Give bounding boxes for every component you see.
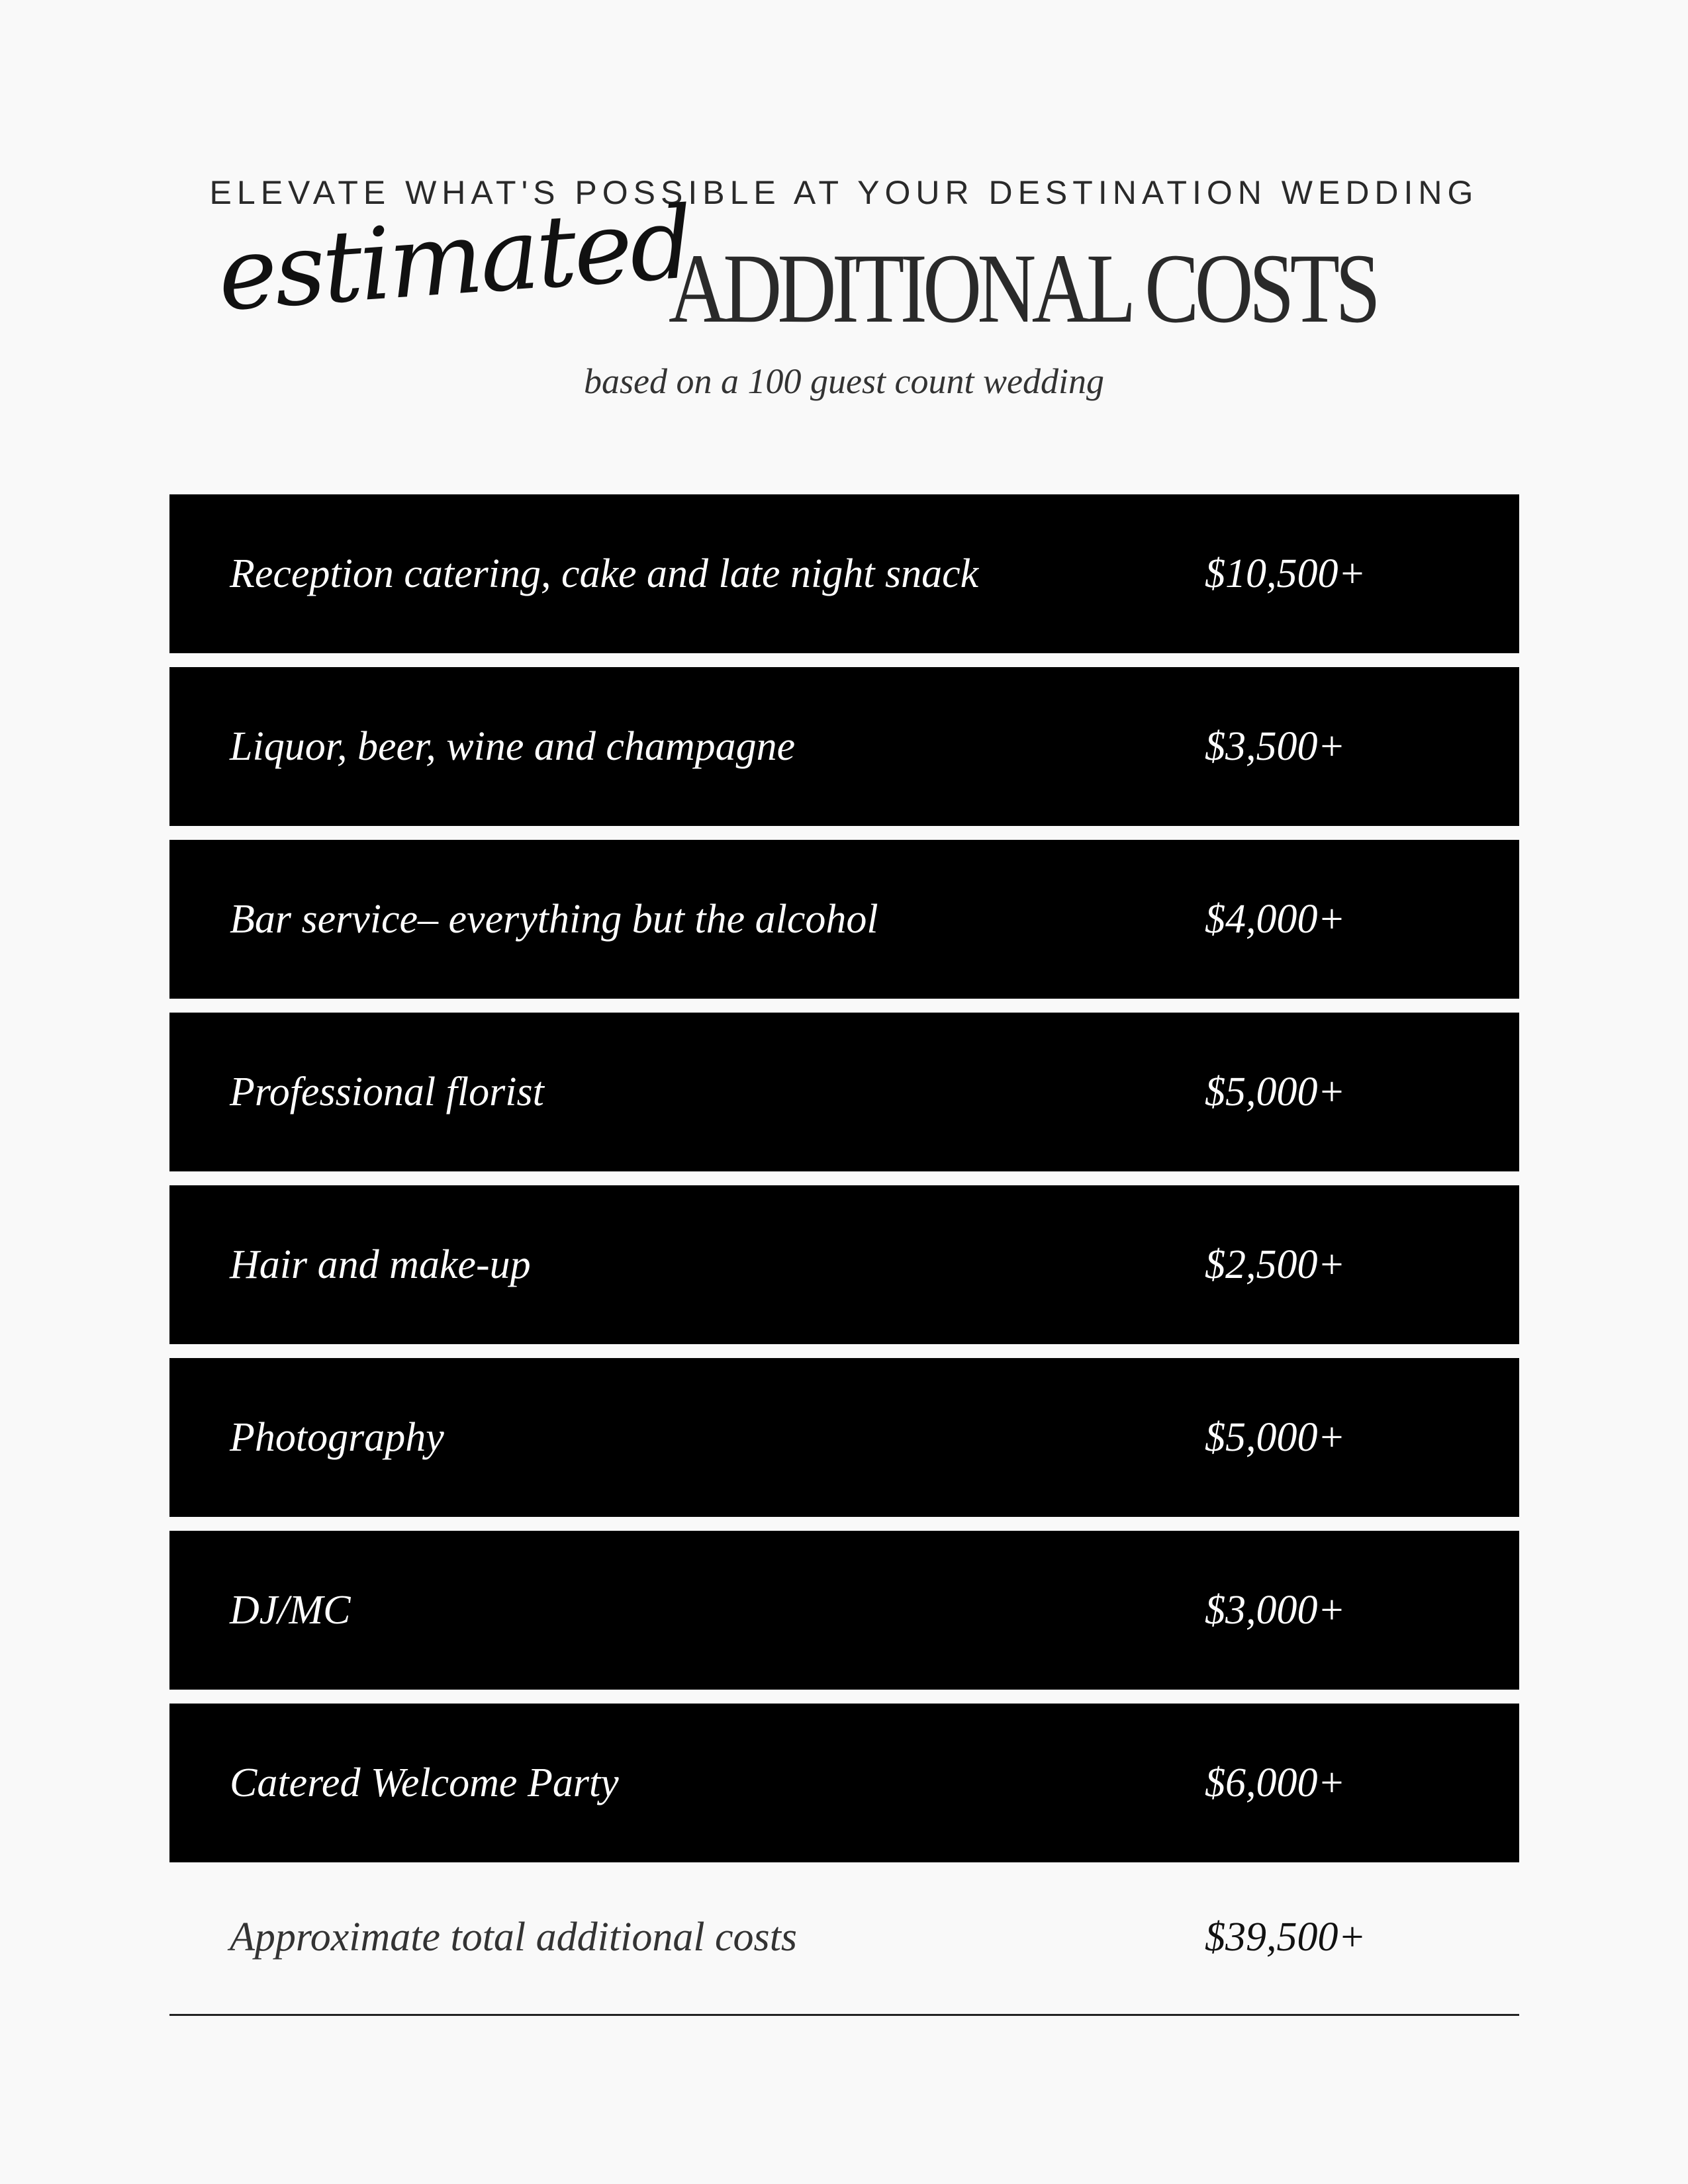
cost-row bbox=[169, 840, 1519, 999]
cost-row bbox=[169, 667, 1519, 826]
cost-label: Professional florist bbox=[230, 1069, 544, 1115]
total-label: Approximate total additional costs bbox=[230, 1915, 798, 1960]
cost-label: Catered Welcome Party bbox=[230, 1760, 619, 1805]
cost-label: Bar service– everything but the alcohol bbox=[230, 897, 878, 942]
cost-label: DJ/MC bbox=[230, 1588, 351, 1633]
total-value: $39,500+ bbox=[1205, 1915, 1366, 1960]
eyebrow-heading: ELEVATE WHAT'S POSSIBLE AT YOUR DESTINATION WEDDING bbox=[209, 174, 1479, 211]
cost-value: $3,500+ bbox=[1205, 724, 1346, 769]
script-title-word: estimated bbox=[214, 185, 695, 334]
cost-value: $3,000+ bbox=[1205, 1588, 1346, 1633]
cost-row bbox=[169, 1185, 1519, 1344]
cost-row bbox=[169, 1704, 1519, 1862]
cost-label: Reception catering, cake and late night snack bbox=[230, 551, 979, 596]
subtitle: based on a 100 guest count wedding bbox=[584, 361, 1104, 401]
total-row bbox=[169, 1897, 1519, 1977]
cost-value: $5,000+ bbox=[1205, 1069, 1346, 1115]
cost-value: $6,000+ bbox=[1205, 1760, 1346, 1805]
cost-row bbox=[169, 1531, 1519, 1690]
cost-value: $5,000+ bbox=[1205, 1415, 1346, 1460]
page-title: ADDITIONAL COSTS bbox=[669, 234, 1377, 343]
divider bbox=[169, 2014, 1519, 2016]
cost-value: $4,000+ bbox=[1205, 897, 1346, 942]
cost-row bbox=[169, 494, 1519, 653]
cost-value: $2,500+ bbox=[1205, 1242, 1346, 1287]
cost-label: Liquor, beer, wine and champagne bbox=[230, 724, 796, 769]
cost-row bbox=[169, 1358, 1519, 1517]
cost-label: Photography bbox=[230, 1415, 444, 1460]
cost-row bbox=[169, 1013, 1519, 1171]
cost-label: Hair and make-up bbox=[230, 1242, 531, 1287]
cost-value: $10,500+ bbox=[1205, 551, 1366, 596]
